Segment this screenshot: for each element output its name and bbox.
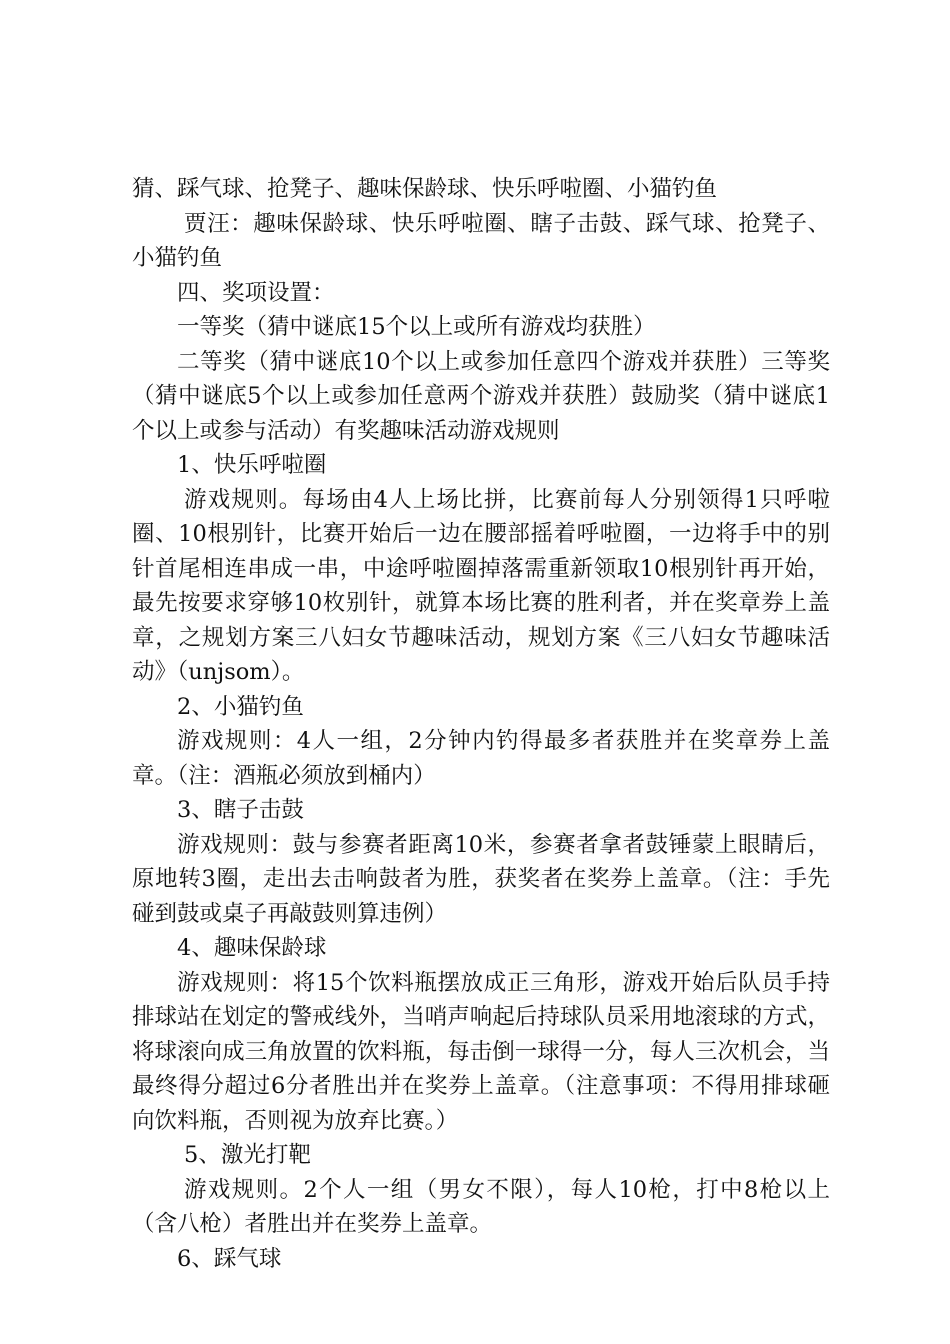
game-rules-blind-drum: 游戏规则：鼓与参赛者距离10米，参赛者拿者鼓锤蒙上眼睛后，原地转3圈，走出去击响鼓者为胜，获奖者在奖券上盖章。（注：手先碰到鼓或桌子再敲鼓则算违例） — [132, 831, 830, 927]
game-heading-bowling: 4、趣味保龄球 — [177, 935, 327, 961]
paragraph-1: 猜、踩气球、抢凳子、趣味保龄球、快乐呼啦圈、小猫钓鱼 — [132, 176, 718, 202]
document-body — [132, 172, 830, 1276]
game-heading-balloon-stomp: 6、踩气球 — [177, 1245, 282, 1272]
game-rules-laser-shooting: 游戏规则。2个人一组（男女不限），每人10枪，打中8枪以上（含八枪）者胜出并在奖券上盖章。 — [132, 1176, 830, 1237]
paragraph-2: 贾汪：趣味保龄球、快乐呼啦圈、瞎子击鼓、踩气球、抢凳子、小猫钓鱼 — [132, 210, 830, 271]
section-heading-awards: 四、奖项设置： — [177, 279, 335, 306]
game-heading-kitten-fishing: 2、小猫钓鱼 — [177, 693, 304, 720]
game-heading-hula-hoop: 1、快乐呼啦圈 — [177, 452, 327, 478]
second-third-encourage-prize: 二等奖（猜中谜底10个以上或参加任意四个游戏并获胜）三等奖（猜中谜底5个以上或参加任意两个游戏并获胜）鼓励奖（猜中谜底1个以上或参与活动）有奖趣味活动游戏规则 — [132, 348, 830, 444]
game-heading-laser-shooting: 5、激光打靶 — [184, 1142, 311, 1168]
game-rules-bowling: 游戏规则：将15个饮料瓶摆放成正三角形，游戏开始后队员手持排球站在划定的警戒线外，当哨声响起后持球队员采用地滚球的方式，将球滚向成三角放置的饮料瓶，每击倒一球得一分，每人三次机会，当最终得分超过6分者胜出并在奖券上盖章。（注意事项：不得用排球砸向饮料瓶，否则视为放弃比赛。） — [132, 969, 830, 1134]
game-rules-hula-hoop: 游戏规则。每场由4人上场比拼，比赛前每人分别领得1只呼啦圈、10根别针，比赛开始后一边在腰部摇着呼啦圈，一边将手中的别针首尾相连串成一串，中途呼啦圈掉落需重新领取10根别针再开始，最先按要求穿够10枚别针，就算本场比赛的胜利者，并在奖章券上盖章，之规划方案三八妇女节趣味活动，规划方案《三八妇女节趣味活动》（unjsom）。 — [132, 486, 830, 685]
game-rules-kitten-fishing: 游戏规则：4人一组，2分钟内钓得最多者获胜并在奖章券上盖章。（注：酒瓶必须放到桶内） — [132, 728, 830, 789]
first-prize: 一等奖（猜中谜底15个以上或所有游戏均获胜） — [177, 314, 656, 340]
game-heading-blind-drum: 3、瞎子击鼓 — [177, 797, 304, 823]
